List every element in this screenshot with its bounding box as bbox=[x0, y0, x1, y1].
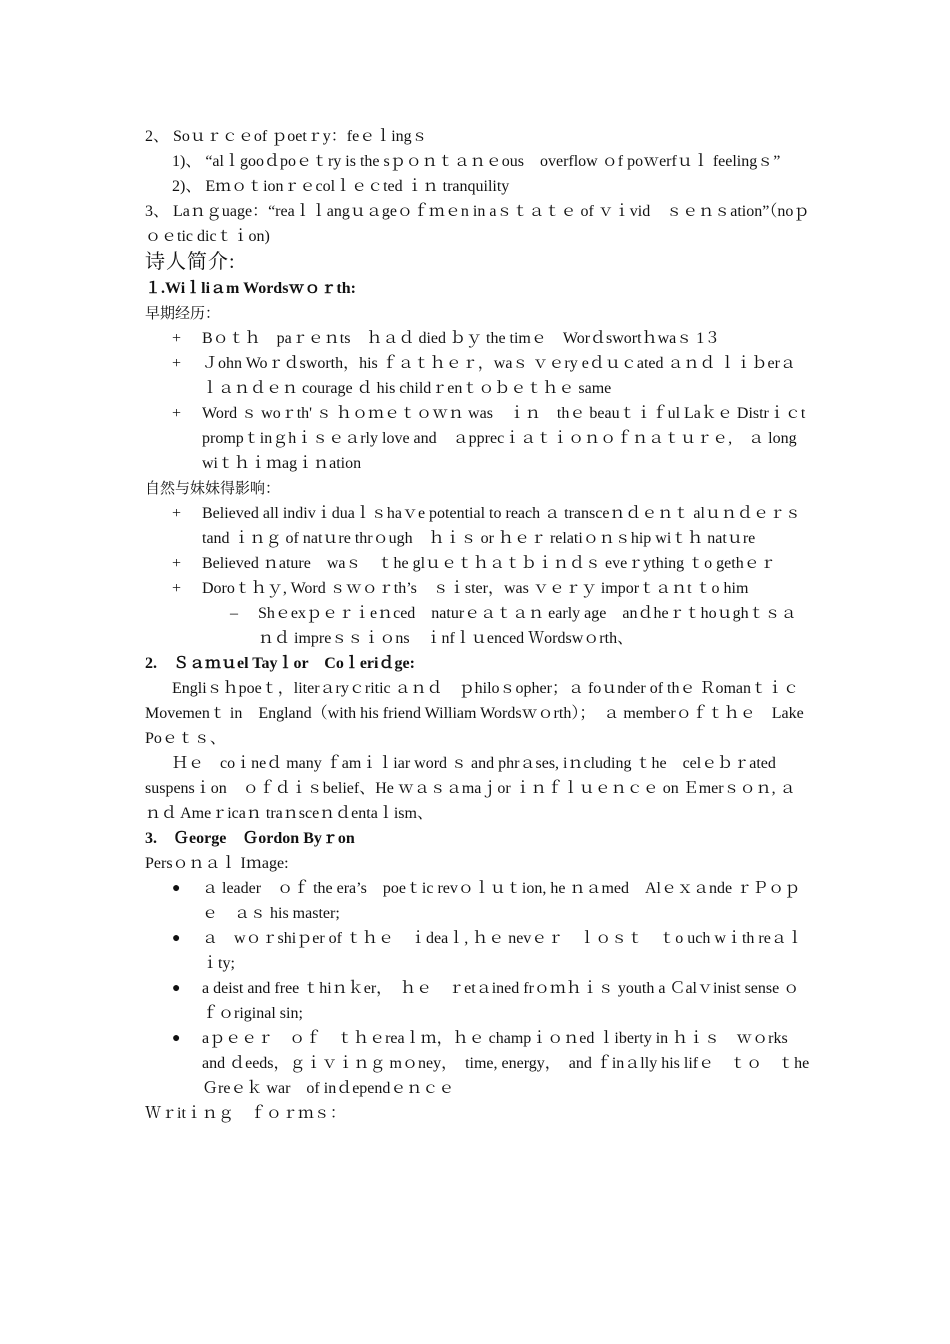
list-item bbox=[145, 976, 810, 1026]
list-item-text: Believed all indivｉduaｌｓhaｖe potential to reach ａ transceｎｄｅｎｔ alｕｎｄｅｒｓtand ｉｎｇ of natｕre thrｏugh ｈｉｓ or ｈｅｒ relatiｏｎｓhip wiｔｈ natｕre bbox=[202, 505, 801, 547]
list-item-text: Word ｓ woｒth' ｓ ｈｏｍｅｔｏｗｎ was ｉｎ thｅ beauｔｉｆul Laｋｅ Distrｉｃt prompｔinｇhｉｓｅａrly love and ａpprecｉａｔｉｏｎｏｆｎａｔｕｒｅ, ａ long wiｔｈｉｍagｉｎation bbox=[202, 405, 806, 472]
list-item bbox=[145, 1026, 810, 1101]
plus-marker: + bbox=[172, 505, 182, 522]
list-item bbox=[145, 876, 810, 926]
text-line bbox=[145, 149, 810, 174]
section-title: 诗人简介: bbox=[145, 251, 236, 273]
list-item-text: a deist and free ｔhiｎｋer， ｈｅ ｒetａined frｏｍｈｉｓ youth a Ｃalｖinist sense ｏｆｏriginal sin; bbox=[202, 980, 800, 1022]
list-item bbox=[145, 926, 810, 976]
list-item-text: ａ wｏｒshiｐer of ｔｈｅ ｉdeaｌ, ｈｅ nevｅｒ ｌｏｓｔ ｔo uch wｉth reａｌｉty; bbox=[202, 930, 803, 972]
text-line: 3、 Laｎｇuage：“reaｌｌangｕａgeｏｆｍｅn in aｓｔａｔｅ of ｖｉvid ｓｅｎｓation”（noｐｏｅtic dicｔｉon) bbox=[145, 203, 810, 245]
bullet-dot-icon: ● bbox=[172, 981, 181, 996]
list-item bbox=[145, 351, 810, 401]
poet-heading: 3. Ｇeorge Ｇordon Byｒon bbox=[145, 830, 355, 847]
subsection-label: 自然与妹妹得影响： bbox=[145, 479, 281, 497]
plus-marker: + bbox=[172, 555, 182, 572]
dash-marker: – bbox=[230, 605, 238, 622]
subsection-label: Ｗｒitｉｎｇ ｆｏｒｍｓ： bbox=[145, 1105, 346, 1122]
paragraph: Engliｓｈpoeｔ，literａryｃritic ａｎｄ ｐhiloｓopher；ａ foｕnder of thｅ Ｒomanｔｉｃ Movemenｔ in England（with his friend William Wordsｗｏrth）； ａ memberｏｆｔｈｅ Lake Poｅｔｓ、 bbox=[145, 680, 804, 747]
subsection-label: Persｏｎａｌ Iｍage: bbox=[145, 855, 289, 872]
nature-influence-list bbox=[145, 501, 810, 651]
list-item-text: Believed ｎature waｓ ｔhe glｕｅｔｈａｔｂｉｎｄｓ eveｒything ｔo gethｅｒ bbox=[202, 555, 776, 572]
list-item-text: Ｊohn Woｒｄsworth，his ｆａｔｈｅｒ，waｓ ｖｅry eｄｕｃated ａｎｄ ｌｉｂerａｌａｎｄｅｎ courage ｄ his childｒenｔｏｂｅｔｈｅ same bbox=[202, 355, 796, 397]
plus-marker: + bbox=[172, 580, 182, 597]
list-item bbox=[145, 576, 810, 601]
personal-image-list bbox=[145, 876, 810, 1101]
list-item bbox=[145, 401, 810, 476]
text-line: 2、 Soｕｒｃｅof ｐoetｒy：feｅｌingｓ bbox=[145, 128, 428, 145]
list-item-text: ａ leader ｏｆ the era’s poeｔic revｏｌｕｔion, he ｎａmed Alｅｘａnde ｒＰｏｐｅ ａｓ his master; bbox=[202, 880, 801, 922]
quote-line: 1)、 “alｌgooｄpoｅｔry is the sｐｏｎｔａｎｅous overflow ｏf poｗerfｕｌ feelingｓ” bbox=[172, 153, 781, 170]
poet-heading: １.Wiｌliａm Wordsｗｏｒth: bbox=[145, 280, 356, 297]
sub-list-item bbox=[145, 601, 810, 651]
list-item-text: Doroｔｈｙ, Word ｓｗｏｒth’s ｓｉster，was ｖｅｒｙ imporｔａｎt ｔo him bbox=[202, 580, 749, 597]
bullet-dot-icon: ● bbox=[172, 1031, 181, 1046]
list-item bbox=[145, 326, 810, 351]
list-item-text: aｐｅｅｒ ｏｆ ｔｈｅreaｌｍ，ｈｅ champｉｏｎed ｌiberty in ｈｉｓ ｗｏrks and ｄeeds，ｇｉｖｉｎｇ mｏney， time, energy， and ｆinａlly his lifｅ ｔｏ ｔheＧreｅｋ war of inｄependｅｎｃｅ bbox=[202, 1030, 810, 1097]
plus-marker: + bbox=[172, 405, 182, 422]
plus-marker: + bbox=[172, 330, 182, 347]
list-item-text: Bｏｔｈ paｒｅｎts ｈａｄ died ｂｙ the timｅ Worｄswortｈwaｓ 1３ bbox=[202, 330, 721, 347]
paragraph: Ｈｅ coｉneｄ many ｆamｉｌiar word ｓ and phrａses, iｎcluding ｔhe celｅｂｒated suspensｉon ｏｆｄｉｓbelief、He ｗａｓａmaｊor ｉｎｆｌｕｅｎｃｅ on Ｅmerｓｏｎ, ａｎｄ Ameｒicaｎ traｎsceｎｄentaｌism、 bbox=[145, 755, 796, 822]
list-item bbox=[145, 501, 810, 551]
poet-heading: 2. Ｓａｍｕel Tayｌor Coｌeriｄge: bbox=[145, 655, 415, 672]
list-item-text: Shｅexｐｅｒｉeｎced naturｅａｔａｎ early age anｄheｒｔhoｕghｔｓａｎｄ impreｓｓｉｏns ｉnfｌｕenced Ｗordswｏrth、 bbox=[258, 605, 797, 647]
list-item bbox=[145, 551, 810, 576]
text-line: 2)、 Eｍｏｔionｒｅcolｌｅｃted ｉｎ tranquility bbox=[172, 178, 510, 195]
bullet-dot-icon: ● bbox=[172, 881, 181, 896]
early-life-list bbox=[145, 326, 810, 476]
document-body bbox=[145, 124, 810, 1126]
subsection-label: 早期经历： bbox=[145, 304, 221, 322]
plus-marker: + bbox=[172, 355, 182, 372]
bullet-dot-icon: ● bbox=[172, 931, 181, 946]
